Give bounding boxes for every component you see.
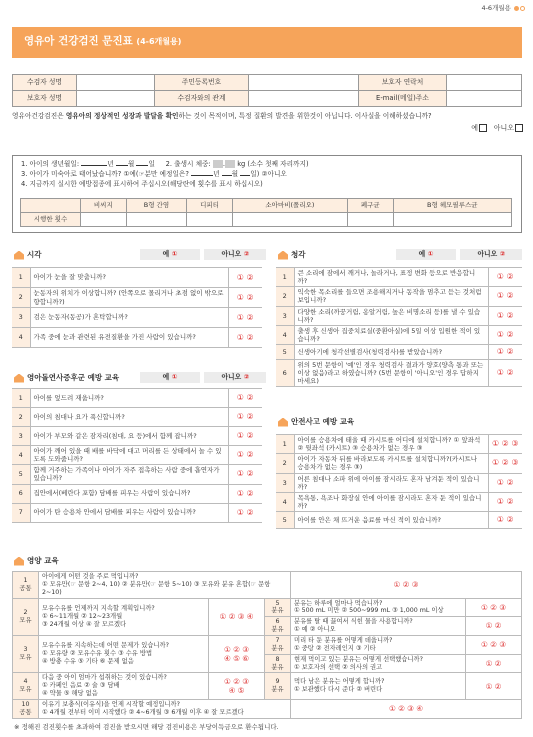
no-text: 아니오 (477, 250, 498, 258)
birth-day-field[interactable] (136, 165, 148, 166)
identity-row (13, 75, 522, 91)
question-number: 4 (12, 446, 30, 465)
vision-table (12, 267, 262, 348)
question-number: 5 (12, 465, 30, 484)
dot-filled-icon (514, 6, 519, 11)
answer-options[interactable]: ① ② (488, 325, 522, 344)
question-text: 다양한 소리(까꿍거림, 옹알거림, 높은 비명소리 등)를 낼 수 있습니까? (294, 306, 488, 325)
item-number: 4 모유 (13, 673, 39, 700)
question-row (276, 345, 522, 360)
question-number: 1 (276, 435, 294, 454)
question-number: 3 (276, 306, 294, 325)
unit-day: 일) (250, 169, 260, 178)
question-number: 3 (12, 308, 30, 328)
answer-options[interactable]: ① ② (228, 268, 262, 288)
item-question: 다음 중 아이 엄마가 섭취하는 것이 있습니까? ① 카페인 음료 ② 술 ③ 담배 ④ 약물 ⑤ 해당 없음 (39, 673, 209, 700)
birthdate-label: 1. 아이의 생년월일: (21, 160, 80, 168)
item-number: 3 모유 (13, 636, 39, 673)
yes-header (140, 249, 200, 260)
basic-row-1: 1. 아이의 생년월일: 년 월 일 2. 출생시 체중: . kg (소수 첫째 자리까지) (21, 160, 309, 168)
nutrition-title-text: 영양 교육 (27, 556, 59, 565)
house-icon (278, 418, 288, 427)
yes-circle: ① (427, 250, 434, 258)
answer-options[interactable]: ① ② (228, 308, 262, 328)
label-cell: E-mail(메일)주소 (359, 91, 447, 107)
identity-row (13, 91, 522, 107)
answer-options[interactable]: ① ② (488, 512, 522, 529)
question-row (12, 484, 262, 503)
intro-post: 하는 것이 목적이며, 특정 질환의 발견을 위한것이 아닙니다. 이사실을 이해하셨습니까? (178, 112, 432, 120)
question-text: 검은 눈동자(동공)가 혼탁합니까? (30, 308, 228, 328)
question-row (12, 465, 262, 484)
item-number: 7 분유 (265, 636, 291, 655)
question-row (276, 454, 522, 473)
nutrition-table (12, 571, 522, 719)
item-number: 6 분유 (265, 617, 291, 636)
question-number: 4 (12, 328, 30, 348)
item-number: 1 공통 (13, 572, 39, 599)
yes-circle: ① (171, 373, 178, 381)
no-circle: ② (499, 250, 506, 258)
question-number: 6 (276, 360, 294, 387)
question-text: 아이가 부모와 같은 잠자리(침대, 요 등)에서 함께 잡니까? (30, 427, 228, 446)
input-cell[interactable] (77, 91, 155, 107)
answer-options[interactable]: ① ② (228, 389, 262, 408)
question-number: 2 (12, 408, 30, 427)
vision-title-text: 시각 (27, 250, 42, 259)
nutrition-row (13, 598, 522, 617)
question-text: 눈동자의 위치가 이상합니까? (안쪽으로 몰리거나 초점 없이 밖으로 향합니까?) (30, 288, 228, 308)
answer-options[interactable]: ① ② ③ ④ ⑤ ⑥ (209, 636, 265, 673)
vaccine-count-row (21, 213, 512, 227)
question-text: 위의 5번 문항이 '예'인 경우 청력검사 결과가 양호(양측 통과 또는 이상 없음)라고 하였습니까? (5번 문항이 '아니오'인 경우 답하지 마세요) (294, 360, 488, 387)
vaccine-count-field[interactable] (232, 213, 347, 227)
question-row (12, 408, 262, 427)
question-row (276, 287, 522, 306)
dot-empty-icon (520, 6, 525, 11)
question-number: 2 (276, 454, 294, 473)
yes-text: 예 (418, 250, 426, 258)
page-tag (481, 4, 525, 12)
item-question: 아이에게 어떤 것을 주로 먹입니까? ① 모유만(☞ 문항 2~4, 10) ② 분유만(☞ 문항 5~10) ③ 모유와 분유 혼합(☞ 문항 2~10) (39, 572, 291, 599)
answer-options[interactable]: ① ② ③ (488, 435, 522, 454)
item-question: 모유수유를 언제까지 지속할 계획입니까? ① 6~11개월 ② 12~23개월 ③ 24개월 이상 ④ 잘 모르겠다 (39, 598, 209, 635)
question-row (12, 446, 262, 465)
safety-title-text: 안전사고 예방 교육 (291, 417, 355, 426)
answer-options[interactable]: ① ② ③ (466, 598, 522, 617)
question-row (12, 268, 262, 288)
nutrition-section-title (14, 556, 59, 566)
question-row (12, 328, 262, 348)
question-number: 3 (276, 473, 294, 492)
answer-options[interactable]: ① ② (488, 492, 522, 511)
label-cell: 보호자 연락처 (359, 75, 447, 91)
answer-options[interactable]: ① ② ③ ④ (291, 700, 522, 719)
vaccine-question: 4. 지금까지 실시한 예방접종에 표시하여 주십시오(해당란에 횟수를 표시 하십시오) (21, 179, 263, 188)
intro-bold: 영유아의 정상적인 성장과 발달을 확인 (65, 112, 179, 120)
birthweight-label: 2. 출생시 체중: (165, 160, 211, 168)
title-banner (12, 27, 522, 58)
answer-options[interactable]: ① ② (488, 287, 522, 306)
item-number: 8 분유 (265, 654, 291, 673)
vaccine-name: 디피티 (187, 199, 233, 213)
unit-month: 월 (127, 160, 135, 168)
question-row (276, 360, 522, 387)
identity-table (12, 74, 522, 107)
vaccine-count-field[interactable] (81, 213, 127, 227)
vaccine-table (20, 198, 512, 227)
intro-text (12, 112, 522, 120)
item-number: 10 공통 (13, 700, 39, 719)
question-row (276, 268, 522, 287)
no-circle: ② (243, 250, 250, 258)
question-number: 2 (276, 287, 294, 306)
consent-no-label: 아니오 (493, 124, 514, 132)
question-row (12, 288, 262, 308)
yes-text: 예 (162, 373, 170, 381)
consent-choice (471, 124, 523, 133)
question-row (276, 512, 522, 529)
house-icon (14, 251, 24, 260)
question-number: 1 (12, 268, 30, 288)
question-text: 익숙한 목소리를 들으면 조용해지거나 동작을 멈추고 듣는 것처럼 보입니까? (294, 287, 488, 306)
question-number: 7 (12, 503, 30, 522)
question-text: 아이를 안은 채 뜨거운 음료를 마신 적이 있습니까? (294, 512, 488, 529)
due-day-field[interactable] (240, 175, 250, 176)
vaccine-count-field[interactable] (393, 213, 511, 227)
item-question: 먹다 남은 분유는 어떻게 합니까? ① 보관했다 다시 준다 ② 버린다 (291, 673, 466, 700)
due-year-field[interactable] (191, 175, 213, 176)
question-number: 4 (276, 325, 294, 344)
question-row (12, 389, 262, 408)
item-question: 분유를 탈 때 끓여서 식힌 물을 사용합니까? ① 예 ② 아니오 (291, 617, 466, 636)
footnote: ※ 정해진 검진횟수를 초과하여 검진을 받으시면 해당 검진비용은 부당이득금으로 환수됩니다. (14, 723, 279, 731)
answer-options[interactable]: ① ② (228, 328, 262, 348)
answer-options[interactable]: ① ② (466, 617, 522, 636)
question-text: 아이가 깨어 있을 때 배를 바닥에 대고 머리를 든 상태에서 놀 수 있도록 도와줍니까? (30, 446, 228, 465)
answer-options[interactable]: ① ② (228, 288, 262, 308)
label-cell: 주민등록번호 (155, 75, 249, 91)
input-cell[interactable] (447, 75, 522, 91)
vaccine-name: 비씨지 (81, 199, 127, 213)
answer-options[interactable]: ① ② (228, 446, 262, 465)
answer-options[interactable]: ① ② ③ (466, 636, 522, 655)
question-row (12, 308, 262, 328)
nutrition-row (13, 636, 522, 655)
answer-options[interactable]: ① ② (488, 345, 522, 360)
sids-table (12, 388, 262, 523)
answer-options[interactable]: ① ② (228, 408, 262, 427)
question-row (276, 492, 522, 511)
question-text: 아이의 침대나 요가 푹신합니까? (30, 408, 228, 427)
answer-options[interactable]: ① ② (466, 654, 522, 673)
hearing-section-title (278, 250, 306, 260)
question-text: 집안에서(베란다 포함) 담배를 피우는 사람이 있습니까? (30, 484, 228, 503)
question-text: 목욕통, 욕조나 화장실 안에 아이를 잠시라도 혼자 둔 적이 있습니까? (294, 492, 488, 511)
question-number: 1 (276, 268, 294, 287)
label-cell: 수검자와의 관계 (155, 91, 249, 107)
question-text: 아이를 엎드려 재웁니까? (30, 389, 228, 408)
vaccine-count-field[interactable] (347, 213, 393, 227)
basic-row-4 (21, 180, 513, 188)
weight-unit: kg (소수 첫째 자리까지) (237, 160, 309, 168)
question-number: 5 (276, 345, 294, 360)
no-circle: ② (243, 373, 250, 381)
due-month-field[interactable] (222, 175, 232, 176)
nutrition-row (13, 572, 522, 599)
vision-yn-header (140, 249, 266, 260)
weight-field-2[interactable] (225, 160, 235, 168)
house-icon (278, 251, 288, 260)
question-text: 가족 중에 눈과 관련된 유전질환을 가진 사람이 있습니까? (30, 328, 228, 348)
question-number: 4 (276, 492, 294, 511)
no-header (204, 249, 266, 260)
unit-year: 년 (107, 160, 114, 168)
hearing-yn-header (396, 249, 522, 260)
question-text: 출생 후 신생아 집중치료실(중환아실)에 5일 이상 입원한 적이 있습니까? (294, 325, 488, 344)
question-number: 1 (12, 389, 30, 408)
answer-options[interactable]: ① ② (488, 306, 522, 325)
page-tag-label: 4-6개월용 (481, 4, 511, 12)
answer-options[interactable]: ① ② (228, 503, 262, 522)
house-icon (14, 374, 24, 383)
question-number: 3 (12, 427, 30, 446)
item-number: 5 분유 (265, 598, 291, 617)
question-text: 아이가 탄 승용차 안에서 담배를 피우는 사람이 있습니까? (30, 503, 228, 522)
answer-options[interactable]: ① ② (488, 268, 522, 287)
question-row (12, 503, 262, 522)
question-number: 6 (12, 484, 30, 503)
vaccine-corner (21, 199, 81, 213)
nutrition-row (13, 700, 522, 719)
vaccine-name: B형 간염 (126, 199, 187, 213)
answer-options[interactable]: ① ② ③ ④ (209, 598, 265, 635)
unit-month: 월 (231, 169, 239, 178)
question-row (276, 473, 522, 492)
input-cell[interactable] (447, 91, 522, 107)
yes-header (140, 372, 200, 383)
vaccine-header-row (21, 199, 512, 213)
item-question: 이유기 보충식(이유식)을 언제 시작할 예정입니까? ① 4개월 전부터 이미 시작했다 ② 4~6개월 ③ 6개월 이후 ④ 잘 모르겠다 (39, 700, 291, 719)
vaccine-count-field[interactable] (126, 213, 187, 227)
house-icon (14, 557, 24, 566)
input-cell[interactable] (77, 75, 155, 91)
question-number: 2 (12, 288, 30, 308)
question-text: 아이가 자동차 뒤를 바라보도록 카시트를 설치합니까?(카시트나 승용차가 없는 경우 ③) (294, 454, 488, 473)
sids-title-text: 영아돌연사증후군 예방 교육 (27, 373, 120, 382)
no-text: 아니오 (221, 250, 242, 258)
item-question: 분유는 하루에 얼마나 먹습니까? ① 500 mL 미만 ② 500~999 mL ③ 1,000 mL 이상 (291, 598, 466, 617)
question-text: 신생아기에 청각선별검사(청력검사)를 받았습니까? (294, 345, 488, 360)
vaccine-name: 폐구균 (347, 199, 393, 213)
consent-yes-checkbox[interactable] (479, 124, 487, 132)
question-row (276, 306, 522, 325)
label-cell: 보호자 성명 (13, 91, 77, 107)
answer-options[interactable]: ① ② (228, 465, 262, 484)
weight-field-1[interactable] (213, 160, 223, 168)
item-number: 2 모유 (13, 598, 39, 635)
vaccine-name: B형 헤모필루스균 (393, 199, 511, 213)
answer-options[interactable]: ① ② (488, 473, 522, 492)
answer-options[interactable]: ① ② (228, 427, 262, 446)
basic-row-3 (21, 170, 513, 178)
yes-header (396, 249, 456, 260)
unit-year: 년 (213, 169, 220, 178)
item-question: 현재 먹이고 있는 분유는 어떻게 선택했습니까? ① 보호자의 선택 ② 의사의 권고 (291, 654, 466, 673)
question-text: 함께 거주하는 가족이나 아이가 자주 접촉하는 사람 중에 흡연자가 있습니까? (30, 465, 228, 484)
safety-table (276, 434, 522, 529)
question-text: 어른 침대나 소파 위에 아이를 잠시라도 혼자 남겨둔 적이 있습니까? (294, 473, 488, 492)
page-title: 영유아 건강검진 문진표 (24, 35, 133, 47)
question-row (276, 435, 522, 454)
unit-day: 일 (148, 160, 155, 168)
question-row (12, 427, 262, 446)
birth-month-field[interactable] (116, 165, 128, 166)
input-cell[interactable] (249, 91, 359, 107)
yes-text: 예 (162, 250, 170, 258)
input-cell[interactable] (249, 75, 359, 91)
premature-no-option[interactable]: ②아니오 (261, 169, 287, 178)
no-header (460, 249, 522, 260)
label-cell: 수검자 성명 (13, 75, 77, 91)
answer-options[interactable]: ① ② ③ (488, 454, 522, 473)
birth-year-field[interactable] (81, 165, 107, 166)
question-number: 5 (276, 512, 294, 529)
item-question: 미리 타 둔 분유를 어떻게 데웁니까? ① 중탕 ② 전자레인지 ③ 기타 (291, 636, 466, 655)
intro-pre: 영유아건강검진은 (12, 112, 66, 120)
sids-section-title (14, 373, 119, 383)
premature-label: 3. 아이가 미숙아로 태어났습니까? ①예(☞분만 예정일은? (21, 169, 189, 178)
no-text: 아니오 (221, 373, 242, 381)
consent-no-checkbox[interactable] (515, 124, 523, 132)
no-header (204, 372, 266, 383)
answer-options[interactable]: ① ② (466, 673, 522, 700)
consent-yes-label: 예 (471, 124, 479, 132)
nutrition-row (13, 673, 522, 700)
answer-options[interactable]: ① ② ③ ④ ⑤ (209, 673, 265, 700)
page-subtitle: (4-6개월용) (136, 37, 182, 46)
sids-yn-header (140, 372, 266, 383)
question-text: 큰 소리에 잠에서 깨거나, 놀라거나, 표정 변화 등으로 반응합니까? (294, 268, 488, 287)
answer-options[interactable]: ① ② ③ (291, 572, 522, 599)
question-text: 아이가 눈을 잘 맞춥니까? (30, 268, 228, 288)
answer-options[interactable]: ① ② (488, 360, 522, 387)
vaccine-count-label: 시행한 횟수 (21, 213, 81, 227)
vision-section-title (14, 250, 42, 260)
question-row (276, 325, 522, 344)
vaccine-name: 소아마비(폴리오) (232, 199, 347, 213)
yes-circle: ① (171, 250, 178, 258)
item-number: 9 분유 (265, 673, 291, 700)
safety-section-title (278, 417, 354, 427)
question-text: 아이를 승용차에 태울 때 카시트를 어디에 설치합니까? ① 앞좌석 ② 뒷좌석 (카시트) ③ 승용차가 없는 경우 ③ (294, 435, 488, 454)
hearing-title-text: 청각 (291, 250, 306, 259)
item-question: 모유수유를 지속하는데 어떤 문제가 있습니까? ① 모유량 ② 모유수유 횟수 ③ 수유 방법 ④ 방충 수유 ⑤ 기타 ⑥ 문제 없음 (39, 636, 209, 673)
hearing-table (276, 267, 522, 387)
answer-options[interactable]: ① ② (228, 484, 262, 503)
vaccine-count-field[interactable] (187, 213, 233, 227)
